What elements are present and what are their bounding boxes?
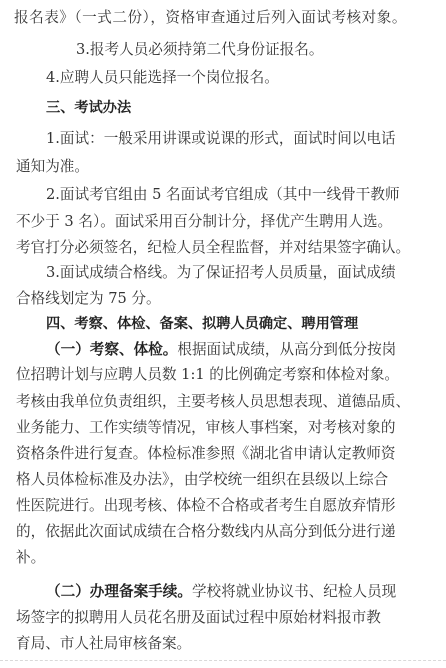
- paragraph-line: 补。: [16, 549, 46, 566]
- paragraph-text: 根据面试成绩，从高分到低分按岗: [177, 341, 397, 358]
- paragraph-line: 不少于 3 名）。面试采用百分制计分，择优产生聘用人选。: [16, 213, 393, 230]
- paragraph-line: 4.应聘人员只能选择一个岗位报名。: [46, 69, 279, 86]
- page-bottom-divider: [0, 660, 446, 661]
- paragraph-text: 学校将就业协议书、纪检人员现: [191, 583, 397, 600]
- paragraph-line: 报名表》（一式二份），资格审查通过后列入面试考核对象。: [14, 9, 407, 26]
- paragraph-line: 考核由我单位负责组织，主要考核人员思想表现、道德品质、: [16, 393, 411, 410]
- paragraph-line: 通知为准。: [16, 158, 89, 175]
- paragraph-line: 位招聘计划与应聘人员数 1:1 的比例确定考察和体检对象。: [16, 366, 400, 383]
- paragraph-line: 2.面试考官组由 5 名面试考官组成（其中一线骨干教师: [46, 186, 400, 203]
- paragraph-line: 性医院进行。出现考核、体检不合格或者考生自愿放弃情形: [16, 497, 396, 514]
- section-heading-exam-method: 三、考试办法: [46, 100, 132, 116]
- section-heading-inspection: 四、考察、体检、备案、拟聘人员确定、聘用管理: [46, 316, 359, 332]
- paragraph-line: 格人员体检标准及办法》，由学校统一组织在县级以上综合: [16, 471, 389, 488]
- paragraph-line: 业务能力、工作实绩等情况，审核人事档案，对考核对象的: [16, 419, 396, 436]
- paragraph-line: 育局、市人社局审核备案。: [16, 635, 192, 652]
- paragraph-line: 3.面试成绩合格线。为了保证招考人员质量，面试成绩: [46, 264, 396, 281]
- paragraph-line: 3.报考人员必须持第二代身份证报名。: [76, 41, 324, 58]
- subheading-filing: （二）办理备案手续。: [46, 583, 192, 600]
- paragraph-line: 场签字的拟聘用人员花名册及面试过程中原始材料报市教: [16, 609, 381, 626]
- paragraph-line: 合格线划定为 75 分。: [16, 290, 161, 307]
- paragraph-line: [0, 336, 446, 364]
- paragraph-line: 1.面试：一般采用讲课或说课的形式，面试时间以电话: [46, 130, 396, 147]
- paragraph-line: [0, 578, 446, 606]
- paragraph-line: 资格条件进行复查。体检标准参照《湖北省申请认定教师资: [16, 445, 396, 462]
- subheading-inspection: （一）考察、体检。: [46, 341, 178, 358]
- paragraph-line: 的，依据此次面试成绩在合格分数线内从高分到低分进行递: [16, 523, 396, 540]
- paragraph-line: 考官打分必须签名，纪检人员全程监督，并对结果签字确认。: [16, 239, 411, 256]
